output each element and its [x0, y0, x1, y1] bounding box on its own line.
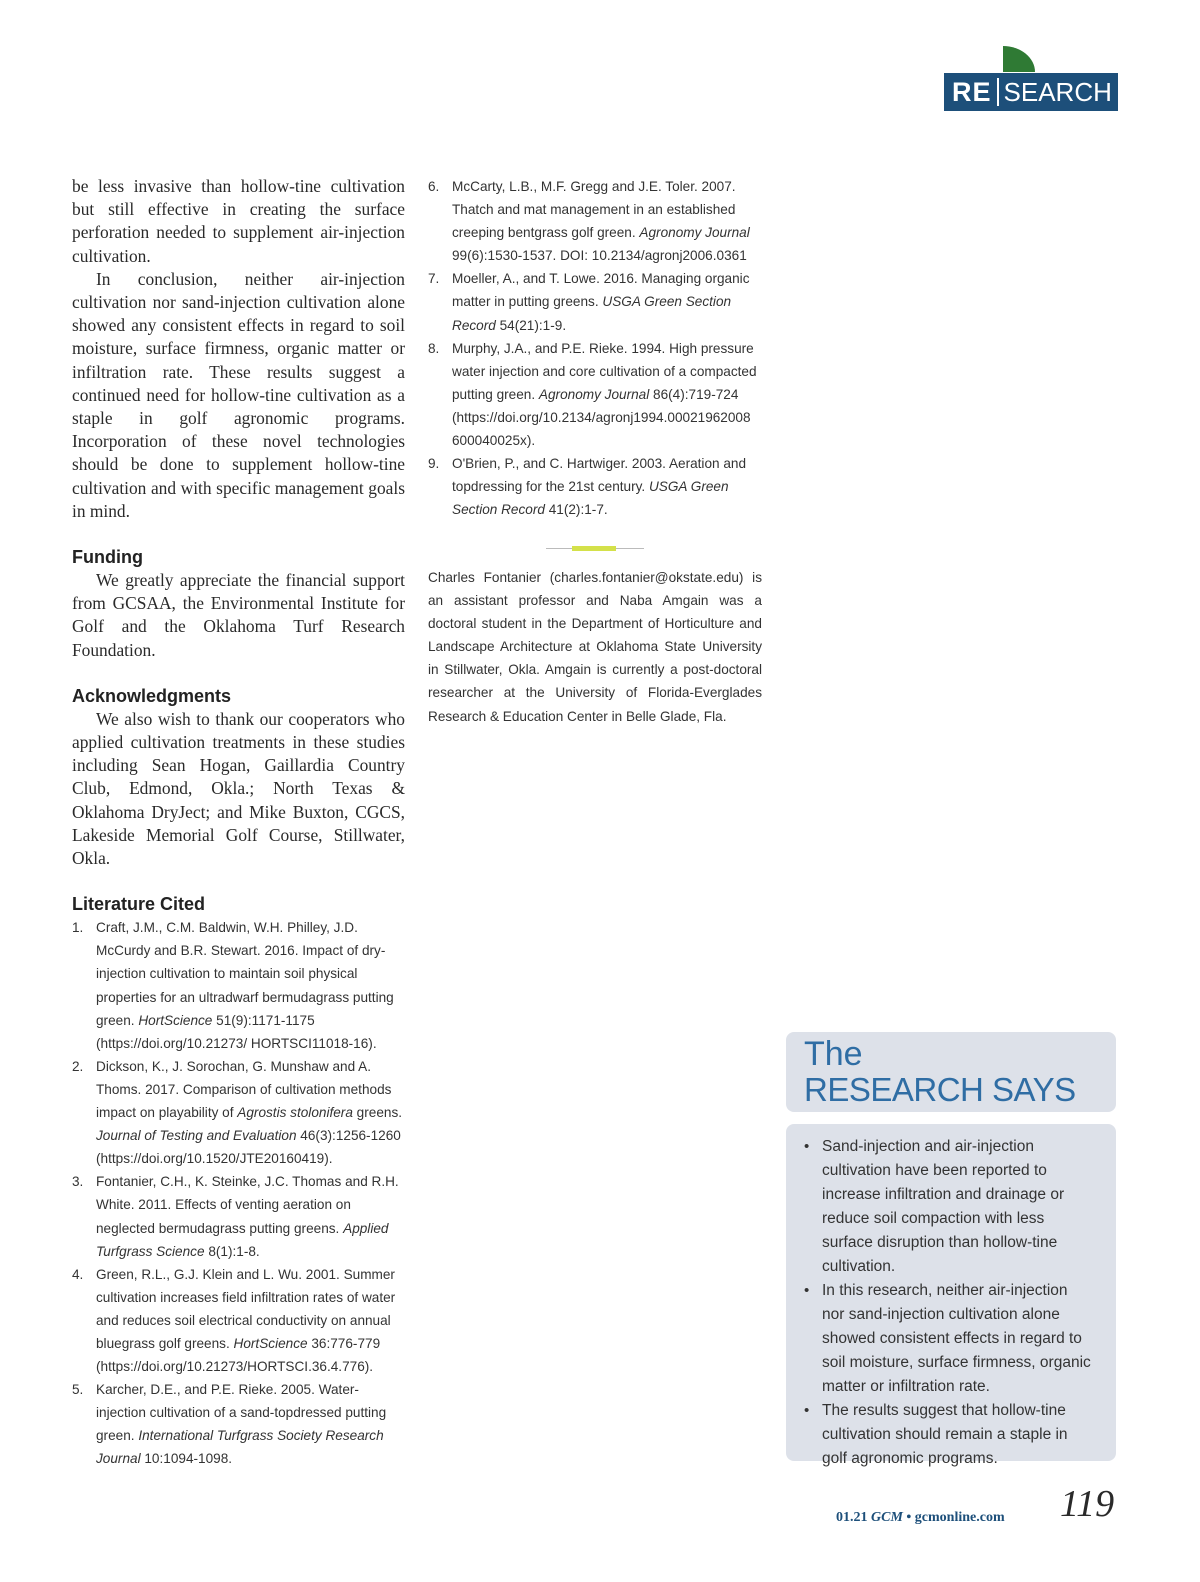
- reference-item: 7. Moeller, A., and T. Lowe. 2016. Managing organic matter in putting greens. USGA Green Section Record 54(21):1-9.: [428, 271, 750, 333]
- funding-heading: Funding: [72, 547, 143, 568]
- reference-item: 1. Craft, J.M., C.M. Baldwin, W.H. Philley, J.D. McCurdy and B.R. Stewart. 2016. Impact of dry-injection cultivation to maintain soil physical properties for an ultradwarf bermudagrass putting green. HortScience 51(9):1171-1175 (https://doi.org/10.21273/ HORTSCI11018-16).: [72, 920, 394, 1051]
- research-says-title-main: RESEARCH SAYS: [804, 1071, 1076, 1108]
- reference-item: 9. O'Brien, P., and C. Hartwiger. 2003. Aeration and topdressing for the 21st century. USGA Green Section Record 41(2):1-7.: [428, 456, 747, 518]
- reference-list-left: [72, 916, 405, 1470]
- reference-item: 6. McCarty, L.B., M.F. Gregg and J.E. Toler. 2007. Thatch and mat management in an established creeping bentgrass golf green. Agronomy Journal 99(6):1530-1537. DOI: 10.2134/agronj2006.0361: [428, 179, 750, 264]
- author-bio: Charles Fontanier (charles.fontanier@okstate.edu) is an assistant professor and Naba Amgain was a doctoral student in the Department of Horticulture and Landscape Architecture at Oklahoma State University in Stillwater, Okla. Amgain is currently a post-doctoral researcher at the University of Florida-Everglades Research & Education Center in Belle Glade, Fla.: [428, 570, 762, 724]
- body-paragraph-1: be less invasive than hollow-tine cultivation but still effective in creating the surface perforation needed to supplement air-injection cultivation.: [72, 176, 405, 266]
- footer-issue: 01.21: [836, 1510, 868, 1525]
- reference-item: 4. Green, R.L., G.J. Klein and L. Wu. 2001. Summer cultivation increases field infiltration rates of water and reduces soil electrical conductivity on annual bluegrass golf greens. HortScience 36:776-779 (https://doi.org/10.21273/HORTSCI.36.4.776).: [72, 1266, 396, 1375]
- reference-item: 3. Fontanier, C.H., K. Steinke, J.C. Thomas and R.H. White. 2011. Effects of venting aeration on neglected bermudagrass putting greens. Applied Turfgrass Science 8(1):1-8.: [72, 1174, 399, 1259]
- footer-site: • gcmonline.com: [906, 1510, 1005, 1525]
- page-number: 119: [1060, 1483, 1115, 1525]
- bullet-icon: •: [804, 1138, 810, 1155]
- reference-item: 5. Karcher, D.E., and P.E. Rieke. 2005. Water-injection cultivation of a sand-topdressed putting green. International Turfgrass Society Research Journal 10:1094-1098.: [72, 1382, 387, 1467]
- research-says-bullet: • Sand-injection and air-injection cultivation have been reported to increase infiltration and drainage or reduce soil compaction with less surface disruption than hollow-tine cultivation.: [804, 1135, 1094, 1279]
- body-paragraph-conclusion: In conclusion, neither air-injection cultivation nor sand-injection cultivation alone showed any consistent effects in regard to soil moisture, surface firmness, organic matter or infiltration rate. These results suggest a continued need for hollow-tine cultivation as a staple in golf agronomic programs. Incorporation of these novel technologies should be done to supplement hollow-tine cultivation and with specific management goals in mind.: [72, 268, 405, 521]
- logo-re-text: RE: [952, 76, 992, 107]
- bullet-icon: •: [804, 1402, 810, 1419]
- middle-column: [428, 175, 764, 521]
- research-says-bullet: • In this research, neither air-injection nor sand-injection cultivation alone showed consistent effects in regard to soil moisture, surface firmness, organic matter or infiltration rate.: [804, 1279, 1094, 1399]
- research-says-title-the: The: [804, 1035, 863, 1073]
- logo-search-text: SEARCH: [1003, 76, 1112, 107]
- footer-magazine: GCM: [871, 1510, 903, 1525]
- research-logo: [944, 73, 1118, 111]
- page-footer: [836, 1510, 1005, 1526]
- left-column: [72, 175, 405, 1471]
- literature-cited-heading: Literature Cited: [72, 894, 206, 915]
- research-says-list: [786, 1124, 1116, 1471]
- section-divider-accent: [572, 546, 616, 551]
- research-says-body-box: [786, 1124, 1116, 1467]
- funding-paragraph: We greatly appreciate the financial support from GCSAA, the Environmental Institute for Golf and the Oklahoma Turf Research Foundation.: [72, 570, 405, 660]
- reference-item: 8. Murphy, J.A., and P.E. Rieke. 1994. High pressure water injection and core cultivation of a compacted putting green. Agronomy Journal 86(4):719-724 (https://doi.org/10.2134/agronj1994.00021962008 600040025x).: [428, 340, 757, 449]
- acknowledgments-paragraph: We also wish to thank our cooperators who applied cultivation treatments in these studies including Sean Hogan, Gaillardia Country Club, Edmond, Okla.; North Texas & Oklahoma DryJect; and Mike Buxton, CGCS, Lakeside Memorial Golf Course, Stillwater, Okla.: [72, 708, 405, 869]
- acknowledgments-heading: Acknowledgments: [72, 685, 232, 706]
- reference-item: 2. Dickson, K., J. Sorochan, G. Munshaw and A. Thoms. 2017. Comparison of cultivation methods impact on playability of Agrostis stolonifera greens. Journal of Testing and Evaluation 46(3):1256-1260 (https://doi.org/10.1520/JTE20160419).: [72, 1058, 403, 1167]
- reference-list-right: [428, 175, 764, 521]
- logo-leaf-icon: [1003, 46, 1035, 72]
- research-says-bullet: • The results suggest that hollow-tine cultivation should remain a staple in golf agronomic programs.: [804, 1399, 1094, 1471]
- research-says-title-box: [786, 1032, 1116, 1112]
- bullet-icon: •: [804, 1282, 810, 1299]
